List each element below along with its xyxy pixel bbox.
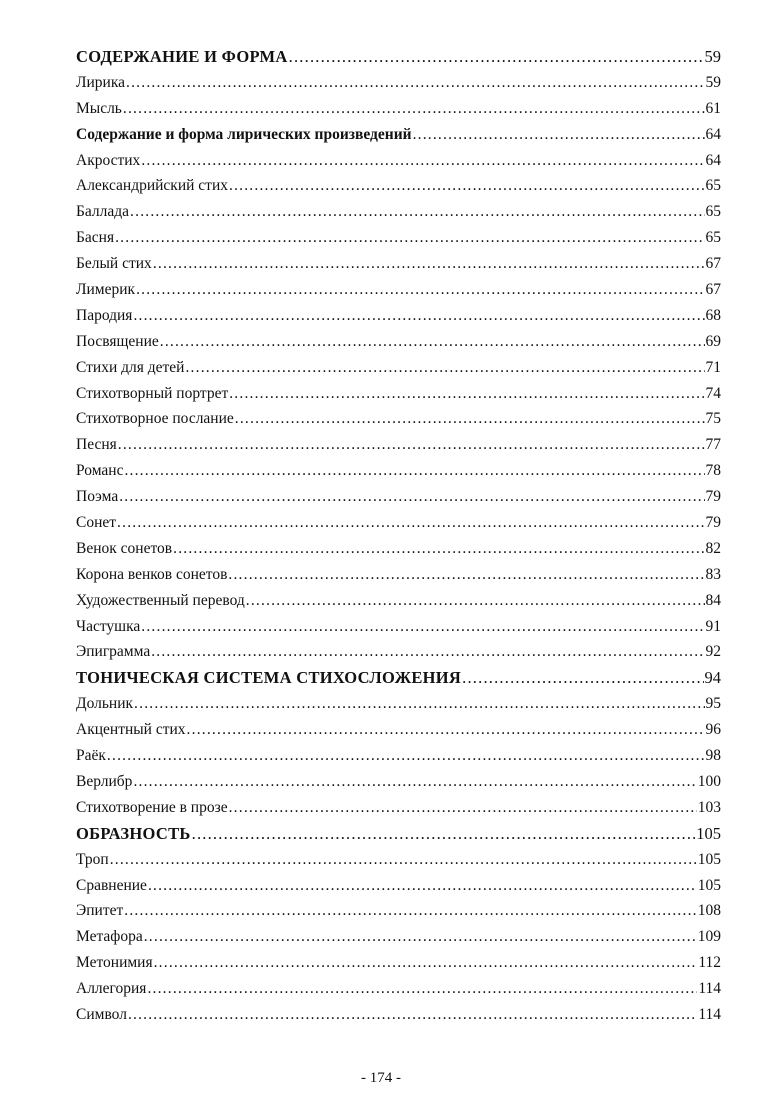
- dot-leader: [124, 898, 697, 924]
- toc-entry-page: 75: [705, 410, 721, 428]
- toc-entry: [76, 847, 721, 873]
- toc-entry-page: 74: [705, 384, 721, 402]
- toc-entry: [76, 510, 721, 536]
- dot-leader: [192, 821, 696, 847]
- toc-entry: [76, 717, 721, 743]
- toc-entry: [76, 96, 721, 122]
- toc-entry: [76, 536, 721, 562]
- toc-entry-title: Акцентный стих: [76, 721, 186, 739]
- toc-entry-title: Басня: [76, 229, 115, 247]
- toc-entry-title: Лирика: [76, 73, 126, 91]
- toc-section-heading: [76, 821, 721, 847]
- dot-leader: [124, 458, 704, 484]
- toc-entry-title: Белый стих: [76, 255, 152, 273]
- toc-entry-title: Баллада: [76, 203, 130, 221]
- dot-leader: [128, 1002, 697, 1028]
- dot-leader: [118, 432, 705, 458]
- toc-section-heading: [76, 665, 721, 691]
- toc-entry-title: Художественный перевод: [76, 591, 245, 609]
- toc-entry: [76, 924, 721, 950]
- toc-entry: [76, 458, 721, 484]
- toc-entry: [76, 225, 721, 251]
- dot-leader: [173, 536, 704, 562]
- toc-entry-title: Эпиграмма: [76, 643, 151, 661]
- toc-entry: [76, 484, 721, 510]
- toc-entry-title: Стихотворение в прозе: [76, 798, 228, 816]
- toc-entry-page: 67: [705, 281, 721, 299]
- dot-leader: [115, 225, 704, 251]
- toc-entry: [76, 381, 721, 407]
- dot-leader: [246, 588, 705, 614]
- toc-entry: [76, 795, 721, 821]
- toc-entry: [76, 976, 721, 1002]
- toc-entry-title: Лимерик: [76, 281, 136, 299]
- toc-entry-title: Песня: [76, 436, 117, 454]
- dot-leader: [413, 122, 705, 148]
- dot-leader: [235, 406, 705, 432]
- toc-entry-page: 105: [697, 850, 721, 868]
- toc-entry-title: Аллегория: [76, 980, 147, 998]
- dot-leader: [148, 873, 697, 899]
- toc-entry: [76, 588, 721, 614]
- toc-entry-title: Стихи для детей: [76, 358, 185, 376]
- toc-entry: [76, 432, 721, 458]
- toc-entry-page: 65: [705, 229, 721, 247]
- dot-leader: [187, 717, 705, 743]
- toc-entry-title: Метафора: [76, 928, 143, 946]
- toc-entry-title: Метонимия: [76, 954, 153, 972]
- toc-entry-title: Венок сонетов: [76, 539, 173, 557]
- dot-leader: [462, 665, 703, 691]
- toc-entry-page: 98: [705, 747, 721, 765]
- toc-entry-title: Раёк: [76, 747, 106, 765]
- toc-entry: [76, 898, 721, 924]
- toc-entry-title: ОБРАЗНОСТЬ: [76, 823, 191, 843]
- toc-entry-page: 114: [698, 980, 721, 998]
- toc-entry: [76, 173, 721, 199]
- toc-entry-title: Акростих: [76, 151, 141, 169]
- toc-entry-page: 64: [705, 151, 721, 169]
- toc-entry-page: 109: [697, 928, 721, 946]
- toc-entry-page: 77: [705, 436, 721, 454]
- toc-entry-page: 65: [705, 203, 721, 221]
- toc-entry-page: 82: [705, 539, 721, 557]
- toc-entry: [76, 769, 721, 795]
- toc-entry-page: 69: [705, 332, 721, 350]
- toc-entry-title: Поэма: [76, 488, 119, 506]
- toc-entry-title: Романс: [76, 462, 124, 480]
- toc-entry-page: 59: [705, 73, 721, 91]
- dot-leader: [229, 381, 704, 407]
- dot-leader: [136, 277, 704, 303]
- dot-leader: [289, 44, 704, 70]
- toc-entry: [76, 562, 721, 588]
- dot-leader: [147, 976, 697, 1002]
- toc-entry: [76, 251, 721, 277]
- dot-leader: [153, 251, 705, 277]
- toc-entry-page: 94: [704, 668, 721, 688]
- toc-entry-page: 71: [705, 358, 721, 376]
- toc-entry-title: Частушка: [76, 617, 141, 635]
- toc-entry-title: Александрийский стих: [76, 177, 228, 195]
- dot-leader: [110, 847, 697, 873]
- toc-entry-page: 61: [705, 99, 721, 117]
- dot-leader: [160, 329, 705, 355]
- toc-entry-page: 79: [705, 514, 721, 532]
- toc-entry-page: 83: [705, 565, 721, 583]
- toc-entry-page: 112: [698, 954, 721, 972]
- dot-leader: [126, 70, 704, 96]
- toc-entry-page: 78: [705, 462, 721, 480]
- toc-entry-page: 114: [698, 1005, 721, 1023]
- toc-entry-page: 65: [705, 177, 721, 195]
- toc-entry-title: Символ: [76, 1005, 127, 1023]
- toc-entry-title: Стихотворный портрет: [76, 384, 229, 402]
- toc-entry-page: 105: [696, 823, 721, 843]
- dot-leader: [117, 510, 704, 536]
- toc-entry: [76, 70, 721, 96]
- dot-leader: [154, 950, 698, 976]
- toc-entry: [76, 950, 721, 976]
- toc-entry: [76, 199, 721, 225]
- toc-entry: [76, 148, 721, 174]
- toc-entry-page: 100: [697, 772, 721, 790]
- toc-entry-title: ТОНИЧЕСКАЯ СИСТЕМА СТИХОСЛОЖЕНИЯ: [76, 668, 462, 688]
- dot-leader: [151, 639, 704, 665]
- toc-entry-page: 103: [697, 798, 721, 816]
- dot-leader: [141, 614, 704, 640]
- dot-leader: [133, 303, 704, 329]
- toc-entry-title: Троп: [76, 850, 109, 868]
- dot-leader: [229, 795, 697, 821]
- dot-leader: [144, 924, 697, 950]
- page-number: - 174 -: [361, 1070, 401, 1086]
- dot-leader: [228, 562, 704, 588]
- toc-entry: [76, 355, 721, 381]
- toc-entry-title: Эпитет: [76, 902, 124, 920]
- toc-entry: [76, 691, 721, 717]
- table-of-contents: [76, 44, 721, 1028]
- toc-entry-page: 79: [705, 488, 721, 506]
- toc-entry-page: 84: [705, 591, 721, 609]
- toc-entry: [76, 1002, 721, 1028]
- dot-leader: [107, 743, 705, 769]
- dot-leader: [123, 96, 705, 122]
- toc-entry-page: 105: [697, 876, 721, 894]
- toc-entry-title: Пародия: [76, 306, 133, 324]
- toc-entry-title: Посвящение: [76, 332, 159, 350]
- toc-entry-page: 95: [705, 695, 721, 713]
- toc-entry: [76, 303, 721, 329]
- toc-entry-title: Корона венков сонетов: [76, 565, 228, 583]
- toc-entry-page: 92: [705, 643, 721, 661]
- toc-section-heading: [76, 44, 721, 70]
- toc-entry-title: Дольник: [76, 695, 134, 713]
- toc-entry: [76, 277, 721, 303]
- toc-entry-title: Сравнение: [76, 876, 147, 894]
- dot-leader: [185, 355, 704, 381]
- dot-leader: [134, 691, 704, 717]
- toc-entry-title: Мысль: [76, 99, 122, 117]
- dot-leader: [141, 148, 704, 174]
- toc-entry-page: 108: [697, 902, 721, 920]
- toc-entry: [76, 639, 721, 665]
- toc-entry: [76, 743, 721, 769]
- toc-entry-page: 67: [705, 255, 721, 273]
- dot-leader: [130, 199, 704, 225]
- toc-entry-title: Сонет: [76, 514, 117, 532]
- toc-entry: [76, 406, 721, 432]
- toc-entry-title: СОДЕРЖАНИЕ И ФОРМА: [76, 47, 288, 66]
- dot-leader: [119, 484, 704, 510]
- dot-leader: [229, 173, 705, 199]
- toc-entry: [76, 614, 721, 640]
- toc-entry: [76, 873, 721, 899]
- dot-leader: [133, 769, 696, 795]
- toc-entry-title: Верлибр: [76, 772, 133, 790]
- toc-entry-page: 68: [705, 306, 721, 324]
- toc-entry-page: 64: [705, 125, 721, 143]
- toc-subsection-heading: [76, 122, 721, 148]
- toc-entry-page: 96: [705, 721, 721, 739]
- toc-entry-page: 59: [704, 47, 721, 66]
- toc-entry-title: Содержание и форма лирических произведений: [76, 125, 412, 143]
- toc-entry-title: Стихотворное послание: [76, 410, 234, 428]
- toc-entry: [76, 329, 721, 355]
- toc-entry-page: 91: [705, 617, 721, 635]
